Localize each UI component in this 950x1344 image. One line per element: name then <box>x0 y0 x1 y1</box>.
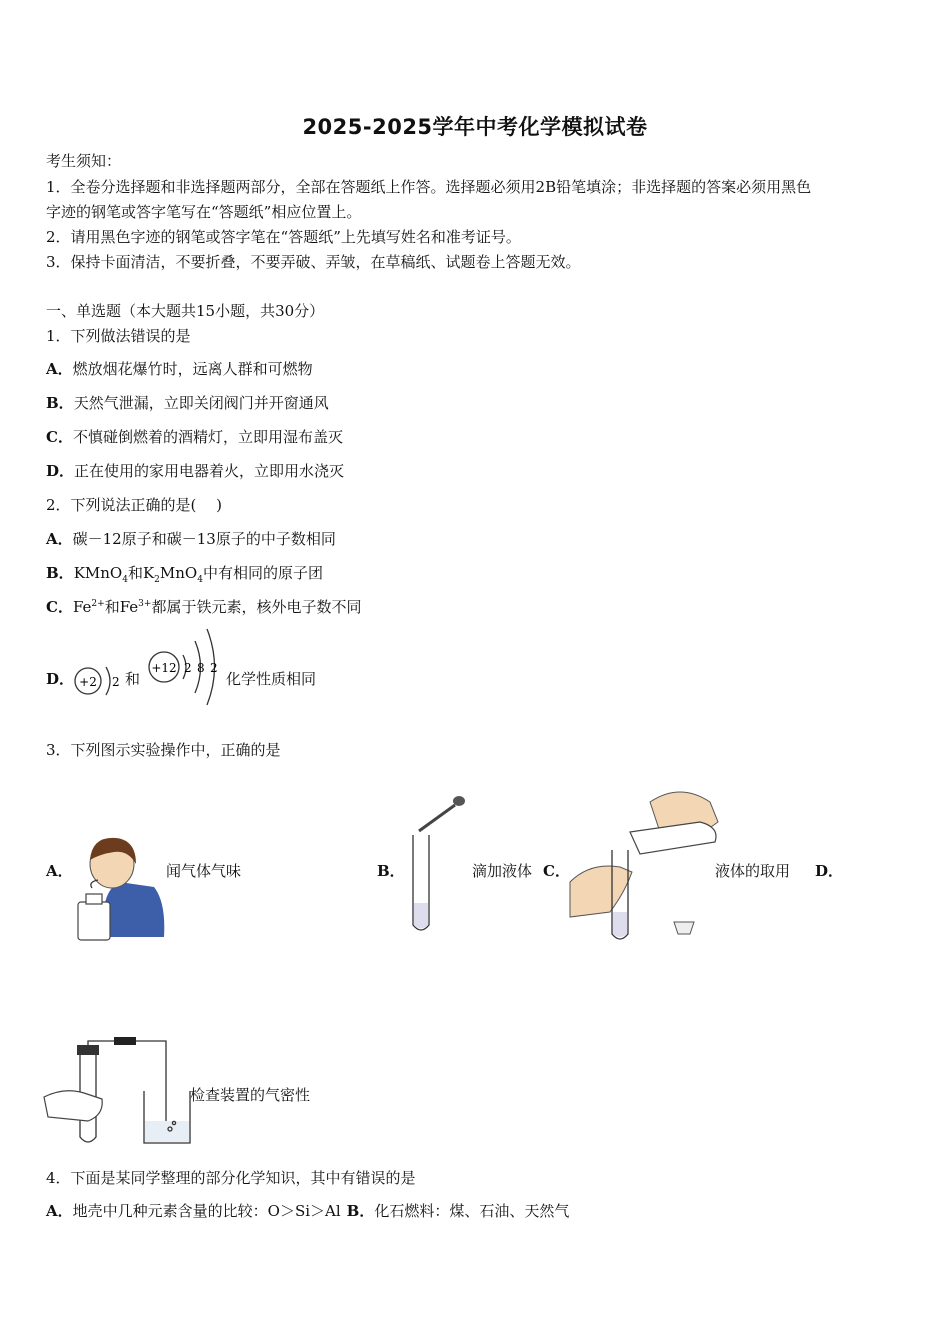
q3-option-b-label: 滴加液体 <box>472 862 533 880</box>
q3-option-d-letter: D． <box>815 862 844 880</box>
option-text: 天然气泄漏，立即关闭阀门并开窗通风 <box>73 394 329 412</box>
q1-option-b <box>46 393 329 413</box>
q2-option-d-text: 化学性质相同 <box>226 670 317 688</box>
formula-part: KMnO <box>73 564 123 582</box>
option-letter: B． <box>46 564 74 582</box>
notice-line-1a: 1．全卷分选择题和非选择题两部分，全部在答题纸上作答。选择题必须用2B铅笔填涂；非选择题的答案必须用黑色 <box>46 178 812 196</box>
q2-option-b <box>46 563 323 583</box>
q3-option-a-letter: A． <box>46 862 73 880</box>
option-text: 化石燃料：煤、石油、天然气 <box>374 1202 570 1220</box>
airtightness-check-illustration <box>44 1037 194 1149</box>
q1-option-d <box>46 461 344 481</box>
option-letter: A． <box>46 1202 73 1220</box>
option-letter: A． <box>46 360 73 378</box>
liquid-pouring-illustration <box>570 782 725 942</box>
atom-structure-diagram-2 <box>146 625 226 710</box>
formula-part: Fe <box>72 598 92 616</box>
q2-option-d-letter: D． <box>46 670 75 688</box>
superscript: 2+ <box>91 599 105 609</box>
liquid-in-tube <box>613 912 627 937</box>
shell-electrons: 8 <box>197 661 205 675</box>
q2-option-d-and: 和 <box>125 670 141 688</box>
q2-option-a <box>46 529 336 549</box>
option-text: 燃放烟花爆竹时，远离人群和可燃物 <box>72 360 313 378</box>
q2-option-c <box>46 597 361 617</box>
q2-stem: 2．下列说法正确的是( ) <box>46 496 223 514</box>
nucleus-charge: +2 <box>79 675 97 689</box>
rubber-stopper <box>77 1045 99 1055</box>
dropper-bulb <box>453 796 465 806</box>
option-letter: C． <box>46 598 73 616</box>
section-heading: 一、单选题（本大题共15小题，共30分） <box>46 302 325 320</box>
holding-hand <box>570 866 632 917</box>
option-text: 中有相同的原子团 <box>202 564 323 582</box>
q1-option-c <box>46 427 343 447</box>
electron-shell-arc <box>106 667 110 695</box>
dropper-glass <box>419 805 455 831</box>
shell-electrons: 2 <box>112 675 120 689</box>
water-in-beaker <box>145 1121 189 1142</box>
q3-option-a-label: 闻气体气味 <box>166 862 242 880</box>
smelling-gas-illustration <box>74 832 169 944</box>
q1-option-a <box>46 359 313 379</box>
q3-option-c-letter: C． <box>543 862 570 880</box>
superscript: 3+ <box>138 599 152 609</box>
option-letter: C． <box>46 428 73 446</box>
notice-heading: 考生须知： <box>46 152 122 170</box>
holding-hand <box>44 1091 102 1121</box>
shirt-shape <box>104 882 164 937</box>
notice-line-1b: 字迹的钢笔或答字笔写在“答题纸”相应位置上。 <box>46 203 362 221</box>
q3-option-c-label: 液体的取用 <box>715 862 791 880</box>
atom-structure-diagram-1 <box>70 655 130 705</box>
formula-part: 和K <box>127 564 155 582</box>
dropper-test-tube-illustration <box>405 793 475 938</box>
exam-title: 2025-2025学年中考化学模拟试卷 <box>302 115 648 139</box>
q3-stem: 3．下列图示实验操作中，正确的是 <box>46 741 281 759</box>
q4-options <box>46 1201 569 1221</box>
option-letter: B． <box>46 394 74 412</box>
bottle-neck <box>86 894 102 904</box>
formula-part: 和Fe <box>104 598 139 616</box>
option-text: 不慎碰倒燃着的酒精灯，立即用湿布盖灭 <box>72 428 343 446</box>
q3-option-d-label: 检查装置的气密性 <box>190 1086 311 1104</box>
bottle-stopper <box>674 922 694 934</box>
subscript: 4 <box>197 575 203 585</box>
option-text: 地壳中几种元素含量的比较：O＞Si＞Al <box>72 1202 341 1220</box>
option-letter: D． <box>46 462 75 480</box>
option-letter: A． <box>46 530 73 548</box>
formula-part: MnO <box>159 564 198 582</box>
option-text: 正在使用的家用电器着火，立即用水浇灭 <box>74 462 345 480</box>
q3-option-b-letter: B． <box>377 862 405 880</box>
notice-line-2: 2．请用黑色字迹的钢笔或答字笔在“答题纸”上先填写姓名和准考证号。 <box>46 228 521 246</box>
liquid-in-tube <box>414 903 428 929</box>
option-letter: B． <box>346 1202 375 1220</box>
nucleus-charge: +12 <box>151 661 177 675</box>
q4-stem: 4．下面是某同学整理的部分化学知识，其中有错误的是 <box>46 1169 416 1187</box>
q1-stem: 1．下列做法错误的是 <box>46 327 191 345</box>
reagent-bottle <box>630 822 716 854</box>
option-text: 碳－12原子和碳－13原子的中子数相同 <box>72 530 336 548</box>
subscript: 4 <box>122 575 128 585</box>
notice-line-3: 3．保持卡面清洁，不要折叠，不要弄破、弄皱，在草稿纸、试题卷上答题无效。 <box>46 253 581 271</box>
gas-bottle <box>78 902 110 940</box>
subscript: 2 <box>154 575 160 585</box>
shell-electrons: 2 <box>184 661 192 675</box>
shell-electrons: 2 <box>210 661 218 675</box>
tube-connector <box>114 1037 136 1045</box>
option-text: 都属于铁元素，核外电子数不同 <box>151 598 362 616</box>
